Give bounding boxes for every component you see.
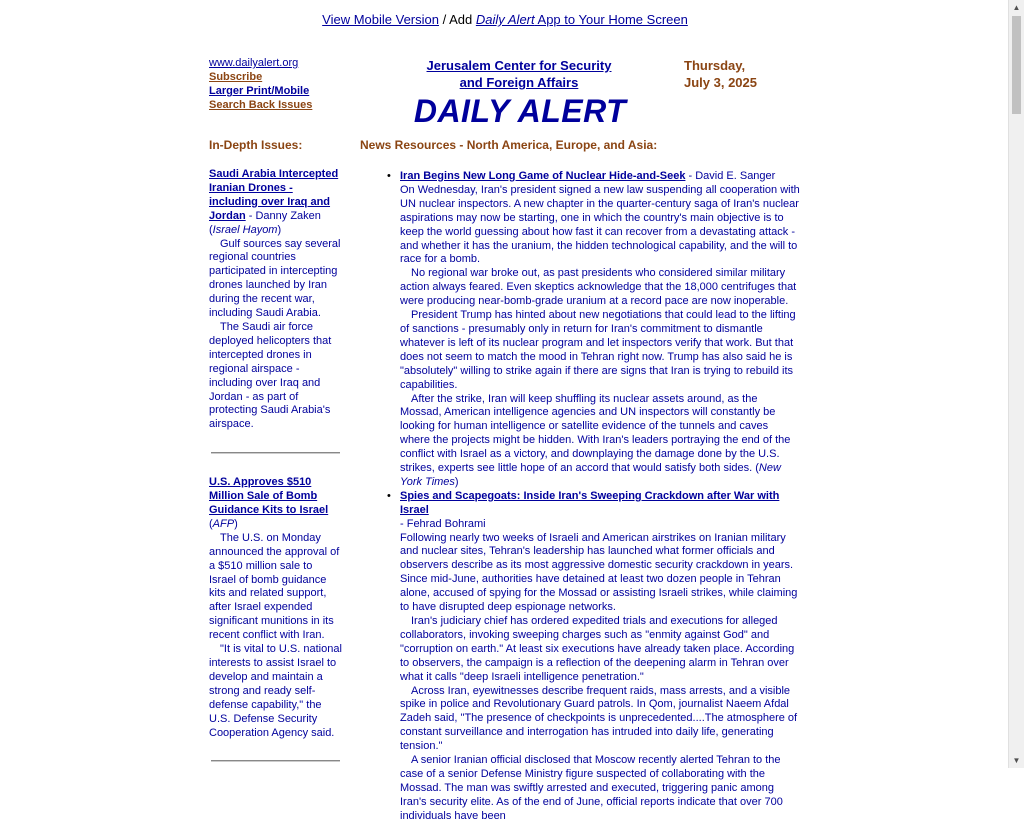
article-byline-post: ) — [277, 223, 282, 236]
news-paragraph: A senior Iranian official disclosed that Moscow recently alerted Tehran to the case of a senior Defense Ministry figure suspected of collaborating with the Mossad. The man was swiftly arrested and executed, triggering panic among Iran's security elite. As of the end of June, official reports indicate that over 700 individuals have been — [400, 754, 783, 822]
subscribe-link[interactable]: Subscribe — [209, 71, 263, 83]
left-section-heading: In-Depth Issues: — [209, 138, 303, 152]
article-byline-post: ) — [234, 517, 238, 530]
top-separator: / Add — [438, 12, 476, 27]
article-paragraph: The Saudi air force deployed helicopters that intercepted drones in regional airspace - including over Iraq and Jordan - as part of protecting Saudi Arabia's airspace. — [209, 320, 332, 431]
org-header — [405, 57, 633, 91]
news-title-link[interactable]: Iran Begins New Long Game of Nuclear Hide-and-Seek — [400, 170, 686, 182]
org-link-line1[interactable]: Jerusalem Center for Security — [426, 58, 612, 73]
scroll-down-arrow-icon[interactable]: ▼ — [1012, 756, 1021, 765]
article-paragraph: The U.S. on Monday announced the approval of a $510 million sale to Israel of bomb guidance kits and related support, after Israel expended significant munitions in its recent conflict with Iran. — [209, 531, 340, 642]
in-depth-article — [209, 168, 342, 432]
article-divider — [211, 760, 340, 762]
daily-alert-logo: DAILY ALERT — [413, 93, 627, 129]
news-paragraph: No regional war broke out, as past presidents who considered similar military action always feared. Even skeptics acknowledge that the 18,000 centrifuges that were producing near-bomb-grade uranium at a record pace are now inoperable. — [400, 267, 797, 308]
bullet-icon: • — [387, 489, 391, 502]
site-links — [209, 56, 312, 112]
news-paragraph: On Wednesday, Iran's president signed a new law suspending all cooperation with UN nuclear inspectors. A new chapter in the quarter-century saga of Iran's nuclear aspirations may now be starting, one in which the country's main objective is to keep the world guessing about how fast it can recover from a devastating attack - and whether it has the uranium, the hidden technological capability, and the will to race for a bomb. — [400, 183, 800, 266]
main-section-heading: News Resources - North America, Europe, and Asia: — [360, 138, 658, 152]
in-depth-article — [209, 476, 342, 740]
scroll-up-arrow-icon[interactable]: ▲ — [1012, 3, 1021, 12]
add-app-italic: Daily Alert — [475, 12, 535, 27]
issue-date-text: July 3, 2025 — [684, 75, 757, 90]
news-column — [387, 170, 800, 824]
scrollbar-thumb[interactable] — [1012, 16, 1021, 114]
article-divider — [211, 452, 340, 454]
article-source: Israel Hayom — [212, 223, 278, 236]
news-paragraph: President Trump has hinted about new negotiations that could lead to the lifting of sanctions - presumably only in return for Iran's commitment to dismantle whatever is left of its nuclear program and let inspectors verify that work. But that does not seem to match the mood in Tehran right now. Trump has also said he is "absolutely" willing to strike again if there are signs that Iran is trying to rebuild its capabilities. — [400, 309, 796, 391]
news-item — [387, 489, 800, 824]
search-back-issues-link[interactable]: Search Back Issues — [209, 99, 313, 111]
add-app-rest: App to Your Home Screen — [534, 12, 688, 27]
site-url-link[interactable]: www.dailyalert.org — [209, 57, 299, 69]
article-title-link[interactable]: Saudi Arabia Intercepted Iranian Drones - including over Iraq and Jordan — [209, 168, 339, 222]
article-byline-pre: - Danny Zaken ( — [209, 209, 321, 236]
mobile-version-link[interactable]: View Mobile Version — [322, 12, 439, 27]
news-source: New York Times — [400, 462, 781, 488]
news-item — [387, 170, 800, 490]
issue-date — [684, 57, 757, 91]
news-author: - David E. Sanger — [685, 170, 776, 182]
bullet-icon: • — [387, 170, 391, 182]
in-depth-column — [209, 168, 342, 784]
org-link-line2[interactable]: and Foreign Affairs — [459, 75, 579, 90]
larger-print-link[interactable]: Larger Print/Mobile — [209, 85, 310, 97]
news-paragraph-last — [400, 393, 800, 490]
article-title-link[interactable]: U.S. Approves $510 Million Sale of Bomb Guidance Kits to Israel — [209, 476, 329, 517]
article-source: AFP — [212, 517, 235, 530]
news-source-close: ) — [454, 475, 459, 488]
news-paragraph: Iran's judiciary chief has ordered expedited trials and executions for alleged collaborators, invoking sweeping charges such as "enmity against God" and "corruption on earth." At least six executions have already taken place. According to observers, the campaign is a reflection of the deepening alarm in Tehran over what it calls "deep Israeli intelligence penetration." — [400, 615, 795, 683]
news-title-link[interactable]: Spies and Scapegoats: Inside Iran's Sweeping Crackdown after War with Israel — [400, 489, 780, 516]
news-list — [387, 170, 800, 824]
top-links-bar — [0, 12, 1010, 27]
issue-day: Thursday, — [684, 58, 746, 73]
article-byline-pre: ( — [209, 517, 213, 530]
news-paragraph: Across Iran, eyewitnesses describe frequent raids, mass arrests, and a visible spike in police and Revolutionary Guard patrols. In Qom, journalist Naeem Afdal Zadeh said, "The presence of checkpoints is unprecedented....The atmosphere of constant surveillance and interrogation has intruded into daily life, generating tension." — [400, 684, 798, 753]
article-paragraph: "It is vital to U.S. national interests to assist Israel to develop and maintain a strong and ready self-defense capability," the U.S. Defense Security Cooperation Agency said. — [209, 643, 342, 739]
news-paragraph: Following nearly two weeks of Israeli and American airstrikes on Iranian military and nuclear sites, Tehran's leadership has launched what former officials and observers describe as its most aggressive domestic security crackdown in years. Since mid-June, authorities have detained at least two dozen people in Tehran alone, accused of spying for the Mossad or assisting Israeli strikes, while claiming to have disrupted deep espionage networks. — [400, 531, 798, 614]
news-paragraph-text: After the strike, Iran will keep shuffling its nuclear assets around, as the Mossad, American intelligence agencies and UN inspectors will constantly be looking for human intelligence or satellite evidence of the tunnels and caves where the projects might be hidden. With Iran's leaders portraying the end of the conflict with Israel as a victory, and downplaying the damage done by the U.S. strikes, experts see little hope of an accord that would satisfy both sides. ( — [400, 392, 791, 475]
article-paragraph: Gulf sources say several regional countries participated in intercepting drones launched by Iran during the recent war, including Saudi Arabia. — [209, 237, 341, 320]
add-app-link[interactable] — [476, 12, 688, 27]
news-author: - Fehrad Bohrami — [400, 517, 486, 530]
vertical-scrollbar[interactable] — [1008, 0, 1024, 768]
